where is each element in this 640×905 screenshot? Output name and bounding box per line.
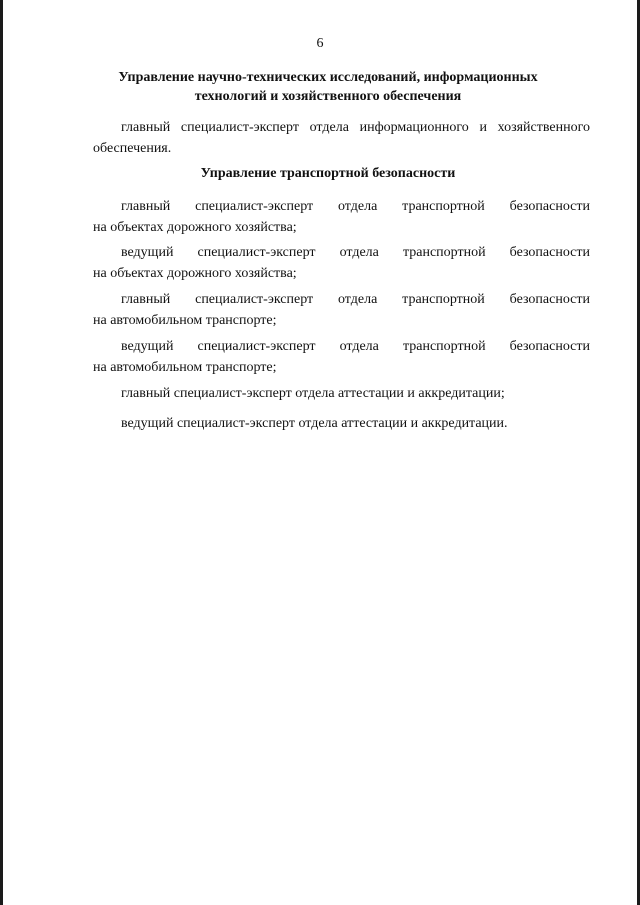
paragraph-continuation: на автомобильном транспорте; [93, 360, 277, 375]
page-number: 6 [316, 36, 324, 51]
position-paragraph [93, 336, 590, 378]
position-paragraph [93, 242, 590, 284]
paragraph-continuation: на объектах дорожного хозяйства; [93, 220, 297, 235]
heading-line: технологий и хозяйственного обеспечения [194, 89, 462, 104]
section-heading-transport-security: Управление транспортной безопасности [200, 166, 456, 181]
position-paragraph [93, 196, 590, 238]
section-heading-research-it [83, 68, 573, 106]
position-paragraph: ведущий специалист-эксперт отдела аттестации и аккредитации. [121, 416, 508, 431]
paragraph-first-line: главный специалист-эксперт отдела транспортной безопасности [121, 199, 590, 214]
paragraph-continuation: на автомобильном транспорте; [93, 313, 277, 328]
position-paragraph [93, 289, 590, 331]
position-paragraph: главный специалист-эксперт отдела аттестации и аккредитации; [121, 386, 505, 401]
paragraph-continuation: обеспечения. [93, 141, 172, 156]
heading-line: Управление научно-технических исследований, информационных [118, 70, 538, 85]
paragraph-first-line: ведущий специалист-эксперт отдела транспортной безопасности [121, 245, 590, 260]
paragraph-first-line: главный специалист-эксперт отдела информационного и хозяйственного [121, 120, 590, 135]
paragraph-first-line: ведущий специалист-эксперт отдела транспортной безопасности [121, 339, 590, 354]
position-paragraph [93, 117, 590, 159]
paragraph-first-line: главный специалист-эксперт отдела транспортной безопасности [121, 292, 590, 307]
paragraph-continuation: на объектах дорожного хозяйства; [93, 266, 297, 281]
